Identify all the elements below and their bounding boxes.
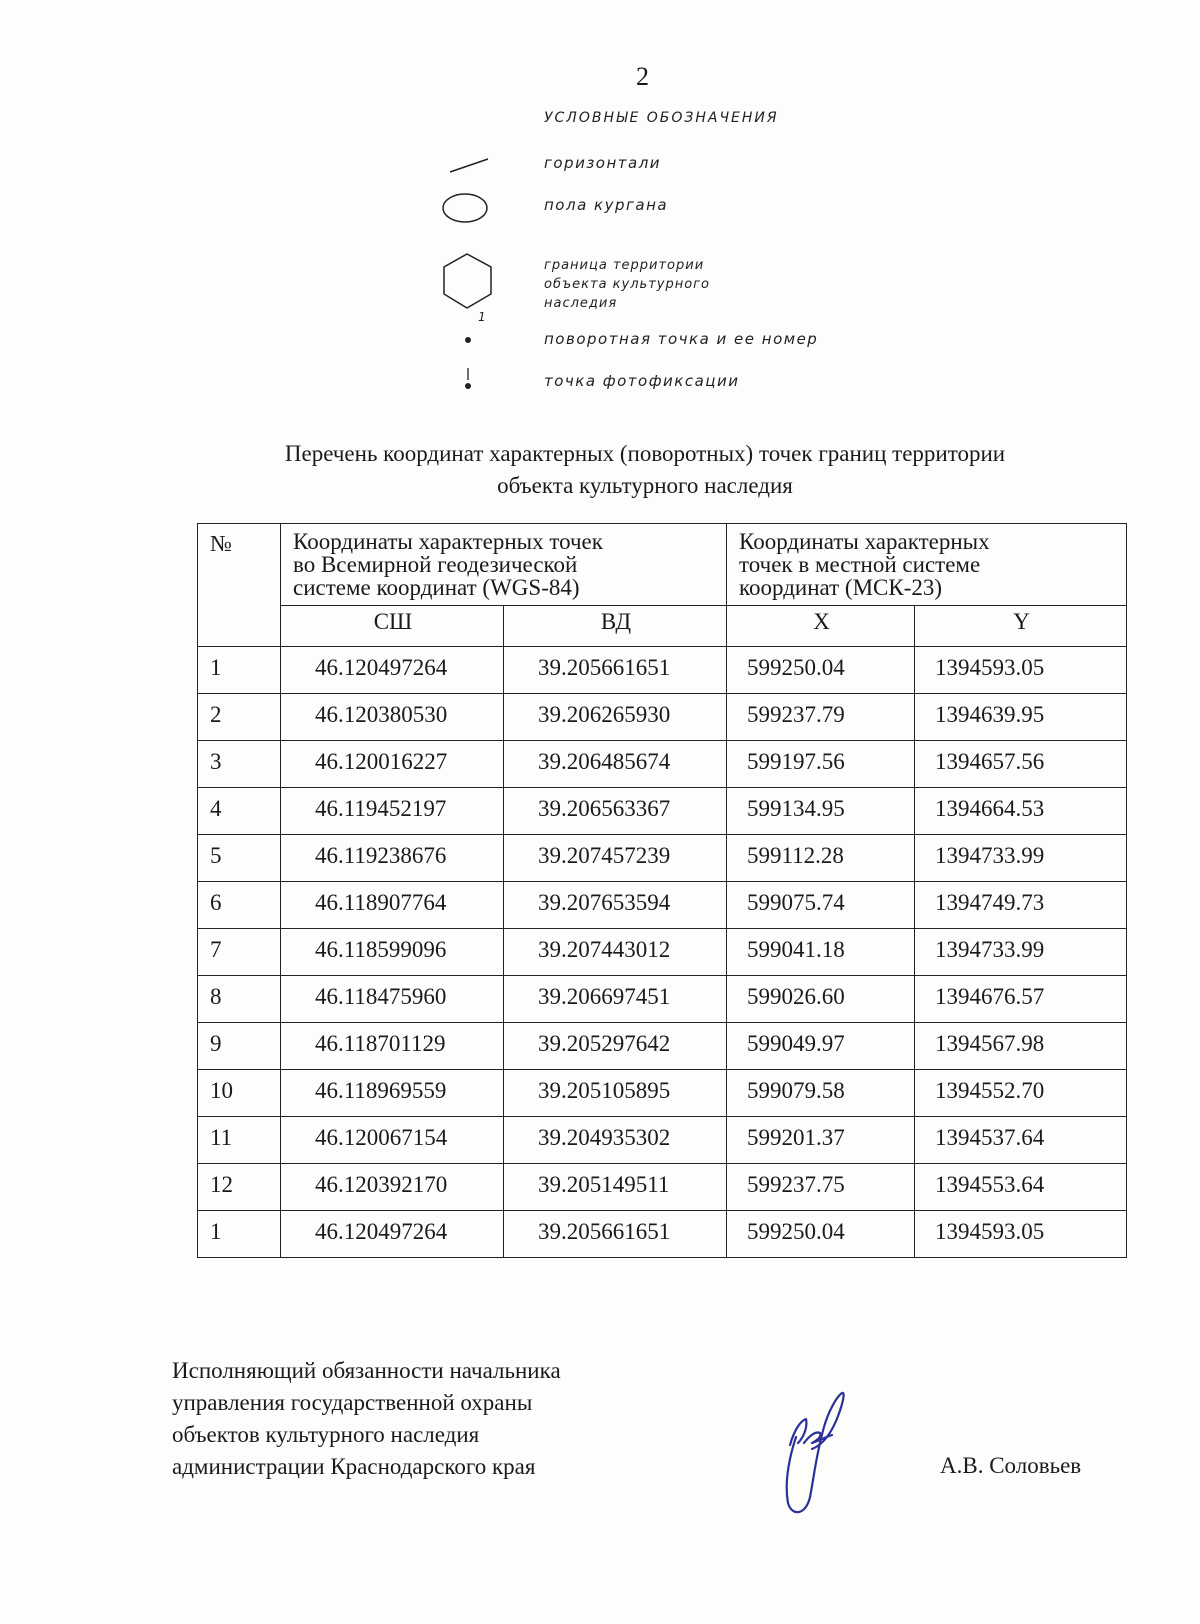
cell-x: 599112.28 [727,835,915,882]
ellipse-icon [440,190,500,226]
cell-latitude: 46.118599096 [281,929,504,976]
cell-latitude: 46.118475960 [281,976,504,1023]
subheader-x: X [727,606,915,647]
cell-longitude: 39.207443012 [504,929,727,976]
legend-label-photo: точка фотофиксации [544,372,740,390]
table-row [198,976,1127,1023]
table-caption [190,438,1100,502]
cell-latitude: 46.120392170 [281,1164,504,1211]
cell-latitude: 46.119452197 [281,788,504,835]
cell-longitude: 39.207457239 [504,835,727,882]
cell-x: 599237.79 [727,694,915,741]
cell-number: 5 [198,835,281,882]
cell-latitude: 46.119238676 [281,835,504,882]
legend-label-turning-point: поворотная точка и ее номер [544,330,819,348]
cell-number: 2 [198,694,281,741]
cell-y: 1394733.99 [915,835,1127,882]
cell-longitude: 39.205661651 [504,1211,727,1258]
cell-y: 1394749.73 [915,882,1127,929]
contour-line-icon [440,154,500,178]
subheader-y: Y [915,606,1127,647]
table-row [198,1164,1127,1211]
cell-y: 1394537.64 [915,1117,1127,1164]
table-row [198,1117,1127,1164]
caption-line-2: объекта культурного наследия [497,473,793,498]
cell-number: 9 [198,1023,281,1070]
cell-number: 11 [198,1117,281,1164]
cell-x: 599049.97 [727,1023,915,1070]
cell-x: 599250.04 [727,647,915,694]
cell-longitude: 39.205297642 [504,1023,727,1070]
cell-longitude: 39.205661651 [504,647,727,694]
cell-y: 1394593.05 [915,1211,1127,1258]
cell-number: 8 [198,976,281,1023]
legend-label-mound: пола кургана [544,196,669,214]
table-header-row [198,524,1127,606]
table-row [198,929,1127,976]
cell-latitude: 46.120016227 [281,741,504,788]
cell-x: 599134.95 [727,788,915,835]
cell-y: 1394553.64 [915,1164,1127,1211]
cell-longitude: 39.206697451 [504,976,727,1023]
cell-longitude: 39.204935302 [504,1117,727,1164]
table-row [198,882,1127,929]
cell-x: 599237.75 [727,1164,915,1211]
subheader-lat: СШ [281,606,504,647]
cell-y: 1394657.56 [915,741,1127,788]
cell-x: 599201.37 [727,1117,915,1164]
table-row [198,741,1127,788]
header-wgs84: Координаты характерных точек во Всемирной геодезической системе координат (WGS-84) [281,524,727,606]
table-row [198,835,1127,882]
cell-x: 599079.58 [727,1070,915,1117]
cell-latitude: 46.120380530 [281,694,504,741]
cell-y: 1394733.99 [915,929,1127,976]
cell-number: 10 [198,1070,281,1117]
cell-y: 1394639.95 [915,694,1127,741]
cell-x: 599026.60 [727,976,915,1023]
table-row [198,1211,1127,1258]
legend-title: УСЛОВНЫЕ ОБОЗНАЧЕНИЯ [544,110,779,126]
cell-x: 599075.74 [727,882,915,929]
table-row [198,1070,1127,1117]
cell-number: 1 [198,647,281,694]
page-number: 2 [636,62,649,91]
cell-y: 1394567.98 [915,1023,1127,1070]
table-row [198,694,1127,741]
cell-y: 1394552.70 [915,1070,1127,1117]
cell-x: 599197.56 [727,741,915,788]
cell-number: 6 [198,882,281,929]
signatory-title: Исполняющий обязанности начальника управления государственной охраны объектов культурного наследия администрации Краснодарского края [172,1358,561,1479]
cell-y: 1394593.05 [915,647,1127,694]
photo-point-icon [440,364,500,400]
table-row [198,1023,1127,1070]
cell-latitude: 46.120497264 [281,647,504,694]
legend-label-contours: горизонтали [544,154,662,172]
cell-y: 1394676.57 [915,976,1127,1023]
cell-latitude: 46.118701129 [281,1023,504,1070]
cell-longitude: 39.207653594 [504,882,727,929]
table-row [198,788,1127,835]
cell-latitude: 46.120497264 [281,1211,504,1258]
cell-number: 4 [198,788,281,835]
table-subheader-row [198,606,1127,647]
cell-longitude: 39.206265930 [504,694,727,741]
cell-latitude: 46.118969559 [281,1070,504,1117]
cell-number: 1 [198,1211,281,1258]
table-row [198,647,1127,694]
cell-latitude: 46.120067154 [281,1117,504,1164]
hexagon-icon [440,250,504,316]
cell-x: 599250.04 [727,1211,915,1258]
signatory-name: А.В. Соловьев [940,1453,1082,1478]
cell-x: 599041.18 [727,929,915,976]
cell-longitude: 39.206485674 [504,741,727,788]
subheader-lon: ВД [504,606,727,647]
legend-point-number: 1 [478,310,486,324]
cell-number: 12 [198,1164,281,1211]
coordinates-table [197,523,1127,1258]
caption-line-1: Перечень координат характерных (поворотных) точек границ территории [284,441,1006,466]
handwritten-signature [750,1385,870,1525]
cell-number: 3 [198,741,281,788]
cell-y: 1394664.53 [915,788,1127,835]
legend-label-boundary: граница территории объекта культурного наследия [544,258,710,311]
header-msk23: Координаты характерных точек в местной системе координат (МСК-23) [727,524,1127,606]
cell-longitude: 39.205105895 [504,1070,727,1117]
cell-latitude: 46.118907764 [281,882,504,929]
cell-longitude: 39.205149511 [504,1164,727,1211]
cell-longitude: 39.206563367 [504,788,727,835]
cell-number: 7 [198,929,281,976]
point-dot-icon [440,314,500,350]
header-number: № [198,524,281,647]
